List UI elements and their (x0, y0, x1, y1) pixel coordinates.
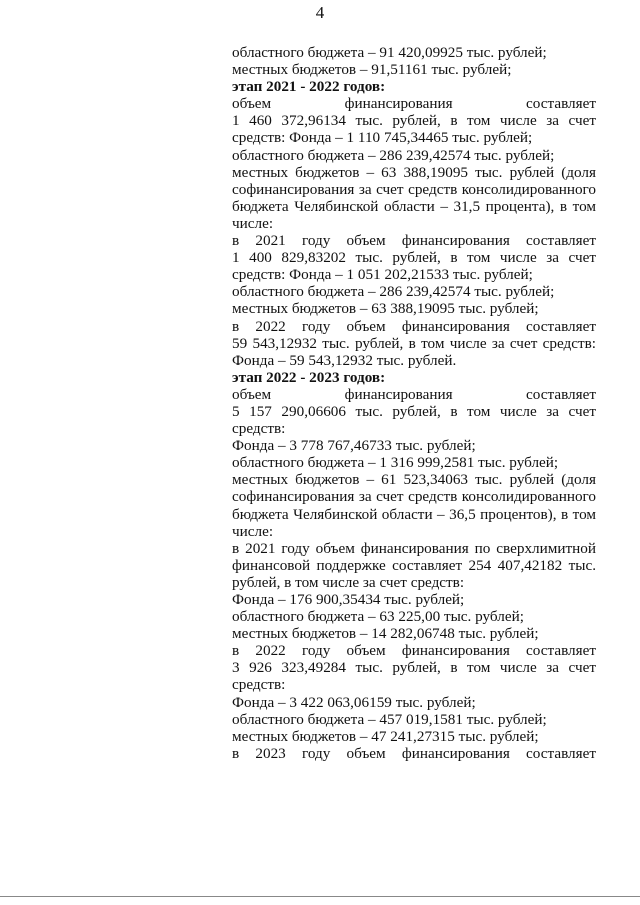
page-bottom-edge (0, 896, 640, 897)
text-line: областного бюджета – 91 420,09925 тыс. рублей; (232, 44, 547, 61)
text-line: областного бюджета – 1 316 999,2581 тыс. рублей; (232, 454, 559, 472)
text-line: местных бюджетов – 47 241,27315 тыс. рублей; (232, 727, 539, 745)
text-line: областного бюджета – 286 239,42574 тыс. рублей; (232, 283, 555, 301)
text-line: средств: Фонда – 1 110 745,34465 тыс. рублей; (232, 129, 533, 147)
section-heading: этап 2021 - 2022 годов: (232, 78, 386, 96)
text-line: областного бюджета – 286 239,42574 тыс. рублей; (232, 146, 555, 164)
text-line: бюджета Челябинской области – 31,5 процента), в том (232, 197, 596, 215)
text-line: числе: (232, 214, 274, 232)
document-body (232, 44, 596, 762)
text-line: Фонда – 3 778 767,46733 тыс. рублей; (232, 437, 476, 455)
text-line: средств: (232, 676, 286, 694)
text-line: в 2022 году объем финансирования составляет (232, 317, 596, 335)
text-line: в 2021 году объем финансирования составляет (232, 232, 596, 250)
text-line: софинансирования за счет средств консолидированного (232, 488, 596, 506)
text-line: местных бюджетов – 63 388,19095 тыс. рублей (доля (232, 163, 596, 181)
text-line: в 2021 году объем финансирования по сверхлимитной (232, 539, 596, 557)
text-line: Фонда – 3 422 063,06159 тыс. рублей; (232, 693, 476, 711)
text-line: Фонда – 176 900,35434 тыс. рублей; (232, 591, 465, 608)
text-line: финансовой поддержке составляет 254 407,42182 тыс. (232, 556, 596, 574)
text-line: средств: Фонда – 1 051 202,21533 тыс. рублей; (232, 266, 533, 284)
text-line: числе: (232, 522, 274, 540)
text-line: в 2023 году объем финансирования составляет (232, 744, 596, 762)
text-line: местных бюджетов – 61 523,34063 тыс. рублей (доля (232, 471, 596, 489)
text-line: 5 157 290,06606 тыс. рублей, в том числе за счет (232, 402, 596, 420)
text-line: в 2022 году объем финансирования составляет (232, 642, 596, 660)
text-line: объем финансирования составляет (232, 95, 596, 113)
text-line: областного бюджета – 457 019,1581 тыс. рублей; (232, 710, 547, 728)
text-line: местных бюджетов – 63 388,19095 тыс. рублей; (232, 300, 539, 318)
text-line: Фонда – 59 543,12932 тыс. рублей. (232, 351, 457, 369)
text-line: 1 460 372,96134 тыс. рублей, в том числе за счет (232, 112, 596, 130)
section-heading: этап 2022 - 2023 годов: (232, 368, 386, 386)
text-line: бюджета Челябинской области – 36,5 процентов), в том (232, 505, 596, 523)
text-line: средств: (232, 420, 286, 438)
text-line: 59 543,12932 тыс. рублей, в том числе за счет средств: (232, 334, 596, 352)
page-number: 4 (315, 3, 325, 22)
text-line: софинансирования за счет средств консолидированного (232, 180, 596, 198)
text-line: местных бюджетов – 91,51161 тыс. рублей; (232, 61, 512, 79)
text-line: областного бюджета – 63 225,00 тыс. рублей; (232, 608, 524, 626)
text-line: объем финансирования составляет (232, 385, 596, 403)
text-line: 1 400 829,83202 тыс. рублей, в том числе за счет (232, 249, 596, 267)
text-line: 3 926 323,49284 тыс. рублей, в том числе за счет (232, 659, 596, 677)
text-line: рублей, в том числе за счет средств: (232, 573, 465, 591)
text-line: местных бюджетов – 14 282,06748 тыс. рублей; (232, 625, 539, 643)
